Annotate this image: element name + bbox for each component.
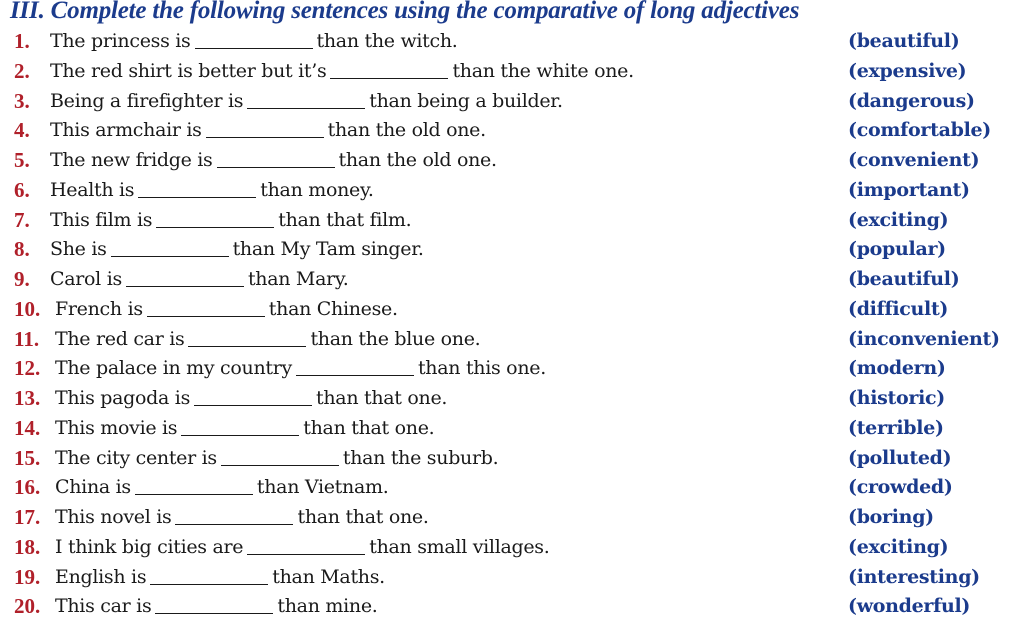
exercise-item — [0, 146, 1024, 176]
exercise-heading: III. Complete the following sentences using the comparative of long adjectives — [10, 0, 800, 24]
adjective-hint: (beautiful) — [848, 268, 960, 290]
item-sentence — [55, 563, 385, 593]
exercise-item — [0, 206, 1024, 236]
item-sentence — [55, 444, 498, 474]
sentence-end: than the suburb. — [342, 446, 499, 469]
adjective-hint: (boring) — [848, 506, 934, 528]
exercise-item — [0, 444, 1024, 474]
item-sentence — [50, 116, 486, 146]
item-sentence — [50, 265, 349, 295]
sentence-start: The new fridge is — [50, 149, 213, 171]
item-number: 14. — [14, 415, 41, 440]
sentence-start: French is — [55, 297, 143, 320]
item-number: 4. — [14, 118, 30, 143]
exercise-item — [0, 503, 1024, 533]
item-sentence — [55, 325, 480, 355]
sentence-end: than Chinese. — [268, 297, 398, 320]
sentence-start: This novel is — [55, 506, 172, 528]
item-number: 11. — [14, 326, 40, 351]
item-sentence — [50, 146, 497, 176]
adjective-hint: (inconvenient) — [848, 327, 1000, 350]
adjective-hint: (terrible) — [848, 416, 944, 439]
sentence-start: This film is — [50, 208, 153, 231]
sentence-end: than the witch. — [316, 30, 458, 52]
sentence-start: She is — [50, 238, 107, 261]
item-sentence — [55, 295, 398, 325]
sentence-end: than Vietnam. — [256, 476, 389, 499]
exercise-item — [0, 295, 1024, 325]
item-sentence — [55, 592, 378, 622]
exercise-item — [0, 57, 1024, 87]
adjective-hint: (popular) — [848, 238, 946, 261]
sentence-start: China is — [55, 476, 131, 499]
item-sentence — [50, 206, 411, 236]
sentence-end: than the old one. — [338, 149, 497, 171]
item-sentence — [50, 27, 458, 57]
sentence-start: The red shirt is better but it’s — [50, 59, 327, 82]
answer-blank[interactable] — [138, 177, 256, 198]
answer-blank[interactable] — [156, 207, 274, 228]
item-number: 8. — [14, 237, 30, 262]
answer-blank[interactable] — [188, 326, 306, 347]
exercise-item — [0, 325, 1024, 355]
exercise-item — [0, 414, 1024, 444]
exercise-item — [0, 354, 1024, 384]
answer-blank[interactable] — [247, 88, 365, 109]
adjective-hint: (difficult) — [848, 297, 949, 320]
sentence-end: than Mary. — [247, 268, 349, 290]
adjective-hint: (exciting) — [848, 535, 949, 558]
answer-blank[interactable] — [126, 266, 244, 287]
adjective-hint: (convenient) — [848, 149, 980, 171]
sentence-end: than the old one. — [327, 119, 486, 142]
exercise-item — [0, 27, 1024, 57]
item-sentence — [55, 354, 546, 384]
sentence-start: Being a firefighter is — [50, 89, 244, 112]
exercise-item — [0, 87, 1024, 117]
sentence-end: than that one. — [303, 416, 435, 439]
item-number: 3. — [14, 88, 30, 113]
item-number: 12. — [14, 356, 41, 381]
item-number: 6. — [14, 177, 30, 202]
sentence-end: than that one. — [316, 387, 448, 409]
adjective-hint: (exciting) — [848, 208, 949, 231]
item-sentence — [55, 473, 388, 503]
sentence-end: than this one. — [417, 357, 546, 380]
exercise-item — [0, 533, 1024, 563]
item-number: 16. — [14, 475, 41, 500]
answer-blank[interactable] — [195, 28, 313, 49]
exercise-item — [0, 116, 1024, 146]
sentence-end: than being a builder. — [369, 89, 563, 112]
sentence-end: than money. — [260, 178, 374, 201]
item-sentence — [50, 57, 634, 87]
adjective-hint: (expensive) — [848, 59, 967, 82]
adjective-hint: (crowded) — [848, 476, 953, 499]
adjective-hint: (modern) — [848, 357, 946, 380]
item-number: 7. — [14, 207, 30, 232]
item-number: 18. — [14, 534, 41, 559]
item-number: 1. — [14, 29, 30, 53]
sentence-end: than the white one. — [452, 59, 634, 82]
sentence-end: than small villages. — [369, 535, 550, 558]
sentence-end: than My Tam singer. — [232, 238, 424, 261]
answer-blank[interactable] — [247, 534, 365, 555]
item-number: 15. — [14, 445, 41, 470]
sentence-start: The princess is — [50, 30, 191, 52]
adjective-hint: (important) — [848, 178, 970, 201]
answer-blank[interactable] — [175, 504, 293, 525]
answer-blank[interactable] — [296, 355, 414, 376]
item-sentence — [55, 414, 434, 444]
item-number: 17. — [14, 505, 41, 529]
adjective-hint: (interesting) — [848, 565, 980, 588]
sentence-start: This pagoda is — [55, 387, 191, 409]
sentence-start: I think big cities are — [55, 535, 244, 558]
answer-blank[interactable] — [111, 236, 229, 257]
adjective-hint: (wonderful) — [848, 595, 971, 618]
sentence-start: This movie is — [55, 416, 178, 439]
sentence-end: than that one. — [297, 506, 429, 528]
item-sentence — [55, 384, 447, 414]
exercise-item — [0, 265, 1024, 295]
adjective-hint: (dangerous) — [848, 89, 975, 112]
sentence-end: than the blue one. — [310, 327, 481, 350]
answer-blank[interactable] — [181, 415, 299, 436]
sentence-start: The city center is — [55, 446, 217, 469]
adjective-hint: (comfortable) — [848, 119, 991, 142]
exercise-item — [0, 563, 1024, 593]
answer-blank[interactable] — [147, 296, 265, 317]
item-number: 10. — [14, 296, 41, 321]
sentence-start: The red car is — [55, 327, 185, 350]
sentence-end: than Maths. — [272, 565, 385, 588]
answer-blank[interactable] — [155, 593, 273, 614]
exercise-list — [0, 27, 1024, 622]
answer-blank[interactable] — [150, 564, 268, 585]
sentence-start: The palace in my country — [55, 357, 292, 380]
sentence-start: This car is — [55, 595, 152, 618]
item-number: 9. — [14, 267, 30, 291]
sentence-start: This armchair is — [50, 119, 202, 142]
answer-blank[interactable] — [135, 474, 253, 495]
item-sentence — [50, 176, 374, 206]
answer-blank[interactable] — [194, 385, 312, 406]
adjective-hint: (historic) — [848, 387, 945, 409]
exercise-item — [0, 235, 1024, 265]
item-sentence — [50, 87, 563, 117]
exercise-item — [0, 473, 1024, 503]
sentence-start: English is — [55, 565, 147, 588]
answer-blank[interactable] — [217, 147, 335, 168]
exercise-item — [0, 176, 1024, 206]
item-number: 13. — [14, 386, 41, 410]
item-number: 19. — [14, 564, 41, 589]
answer-blank[interactable] — [206, 117, 324, 138]
item-number: 5. — [14, 148, 30, 172]
item-sentence — [50, 235, 424, 265]
sentence-start: Carol is — [50, 268, 122, 290]
answer-blank[interactable] — [330, 58, 448, 79]
sentence-end: than mine. — [277, 595, 378, 618]
item-sentence — [55, 533, 550, 563]
adjective-hint: (beautiful) — [848, 30, 960, 52]
sentence-start: Health is — [50, 178, 135, 201]
answer-blank[interactable] — [221, 445, 339, 466]
sentence-end: than that film. — [278, 208, 412, 231]
exercise-item — [0, 384, 1024, 414]
item-number: 20. — [14, 594, 41, 619]
item-number: 2. — [14, 58, 30, 83]
exercise-item — [0, 592, 1024, 622]
adjective-hint: (polluted) — [848, 446, 952, 469]
item-sentence — [55, 503, 429, 533]
